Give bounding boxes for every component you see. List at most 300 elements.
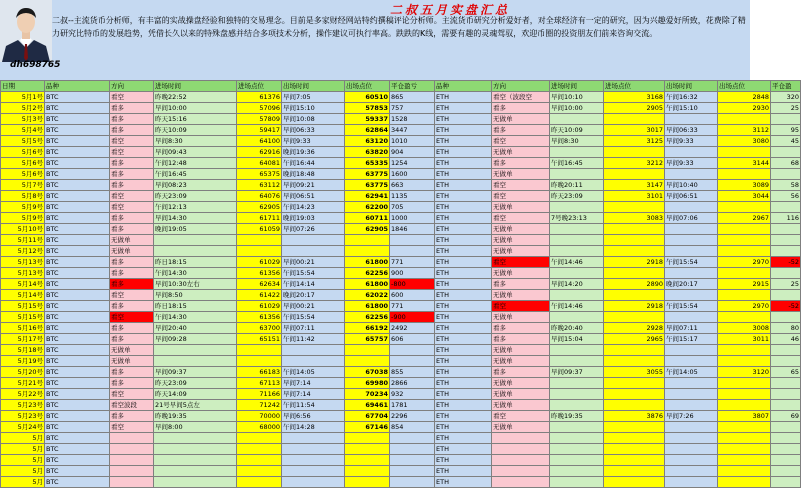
cell-eth-pnl: 80 xyxy=(771,323,801,334)
cell-eth-exit-time xyxy=(665,389,718,400)
cell-btc-exit-price: 65335 xyxy=(345,158,390,169)
cell-btc-exit-price: 67038 xyxy=(345,367,390,378)
cell-btc-symbol: BTC xyxy=(45,114,110,125)
table-row xyxy=(1,345,801,356)
cell-btc-direction: 看多 xyxy=(110,180,154,191)
table-row xyxy=(1,290,801,301)
cell-btc-entry-time: 早间09:28 xyxy=(154,334,237,345)
table-row xyxy=(1,268,801,279)
cell-eth-pnl xyxy=(771,169,801,180)
cell-btc-exit-price xyxy=(345,433,390,444)
cell-eth-exit-price: 2930 xyxy=(718,103,771,114)
cell-eth-direction: 无做单 xyxy=(492,389,550,400)
cell-btc-exit-price: 70234 xyxy=(345,389,390,400)
cell-btc-symbol: BTC xyxy=(45,147,110,158)
cell-eth-exit-time: 午间15:54 xyxy=(665,301,718,312)
cell-btc-pnl xyxy=(390,235,435,246)
cell-btc-entry-price xyxy=(237,444,282,455)
cell-btc-symbol: BTC xyxy=(45,125,110,136)
cell-btc-symbol: BTC xyxy=(45,235,110,246)
cell-btc-direction: 无做单 xyxy=(110,235,154,246)
cell-eth-pnl xyxy=(771,147,801,158)
cell-eth-pnl: -52 xyxy=(771,257,801,268)
cell-eth-pnl xyxy=(771,378,801,389)
cell-btc-exit-time: 午间14:23 xyxy=(282,202,345,213)
cell-eth-exit-price: 3089 xyxy=(718,180,771,191)
table-row xyxy=(1,400,801,411)
cell-btc-pnl: 606 xyxy=(390,334,435,345)
cell-eth-entry-time xyxy=(550,455,604,466)
cell-eth-symbol: ETH xyxy=(435,114,492,125)
cell-eth-exit-price xyxy=(718,433,771,444)
cell-btc-symbol: BTC xyxy=(45,136,110,147)
cell-eth-entry-price: 3101 xyxy=(604,191,665,202)
cell-eth-entry-price xyxy=(604,147,665,158)
cell-eth-exit-price xyxy=(718,444,771,455)
table-row xyxy=(1,323,801,334)
cell-eth-symbol: ETH xyxy=(435,246,492,257)
account-handle: dh698765 xyxy=(10,60,61,70)
cell-eth-entry-time: 午间14:46 xyxy=(550,257,604,268)
cell-eth-entry-price xyxy=(604,389,665,400)
table-row xyxy=(1,422,801,433)
cell-eth-symbol: ETH xyxy=(435,158,492,169)
cell-eth-exit-price xyxy=(718,389,771,400)
cell-eth-entry-price xyxy=(604,444,665,455)
cell-eth-symbol: ETH xyxy=(435,301,492,312)
cell-btc-entry-price xyxy=(237,455,282,466)
cell-btc-exit-price: 62864 xyxy=(345,125,390,136)
cell-btc-pnl: 1135 xyxy=(390,191,435,202)
cell-btc-entry-price: 61376 xyxy=(237,92,282,103)
cell-eth-exit-time: 早间7:26 xyxy=(665,411,718,422)
cell-btc-entry-time xyxy=(154,356,237,367)
cell-eth-direction: 无做单 xyxy=(492,378,550,389)
cell-eth-direction: 无做单 xyxy=(492,312,550,323)
cell-eth-entry-price xyxy=(604,455,665,466)
cell-eth-exit-time xyxy=(665,224,718,235)
table-row xyxy=(1,125,801,136)
cell-date: 5月15号 xyxy=(1,312,45,323)
cell-eth-entry-time xyxy=(550,246,604,257)
cell-eth-entry-time xyxy=(550,400,604,411)
cell-eth-symbol: ETH xyxy=(435,312,492,323)
cell-date: 5月 xyxy=(1,433,45,444)
cell-eth-entry-price xyxy=(604,433,665,444)
table-header-row xyxy=(1,81,801,92)
table-row xyxy=(1,114,801,125)
cell-btc-exit-price: 62022 xyxy=(345,290,390,301)
cell-eth-direction: 看多 xyxy=(492,367,550,378)
cell-eth-exit-price xyxy=(718,224,771,235)
cell-btc-direction: 看空 xyxy=(110,92,154,103)
cell-eth-direction: 无做单 xyxy=(492,422,550,433)
cell-eth-exit-price: 3008 xyxy=(718,323,771,334)
table-row xyxy=(1,466,801,477)
cell-btc-entry-price xyxy=(237,345,282,356)
cell-eth-exit-time: 午间16:32 xyxy=(665,92,718,103)
cell-eth-exit-time xyxy=(665,202,718,213)
cell-btc-symbol: BTC xyxy=(45,367,110,378)
cell-eth-symbol: ETH xyxy=(435,268,492,279)
cell-eth-pnl xyxy=(771,422,801,433)
cell-eth-entry-price xyxy=(604,169,665,180)
cell-eth-exit-time: 早间9:33 xyxy=(665,158,718,169)
cell-eth-exit-time xyxy=(665,455,718,466)
header-eth-entry-time: 进场时间 xyxy=(550,81,604,92)
header-eth-exit-price: 出场点位 xyxy=(718,81,771,92)
cell-eth-entry-time: 昨晚20:11 xyxy=(550,180,604,191)
cell-date: 5月14号 xyxy=(1,290,45,301)
cell-eth-exit-price xyxy=(718,147,771,158)
cell-date: 5月14号 xyxy=(1,279,45,290)
cell-eth-entry-price: 3168 xyxy=(604,92,665,103)
cell-eth-exit-price xyxy=(718,378,771,389)
cell-eth-entry-time: 早间10:10 xyxy=(550,92,604,103)
cell-date: 5月6号 xyxy=(1,147,45,158)
cell-eth-entry-time: 早间15:04 xyxy=(550,334,604,345)
cell-eth-pnl: 65 xyxy=(771,367,801,378)
cell-eth-entry-time xyxy=(550,114,604,125)
cell-eth-entry-price xyxy=(604,356,665,367)
cell-btc-symbol: BTC xyxy=(45,290,110,301)
cell-btc-entry-time xyxy=(154,433,237,444)
analyst-intro: 二叔--主流货币分析师，有丰富的实战操盘经验和独特的交易理念。目前是多家财经网站特约撰稿评论分析师。主流货币研究分析爱好者，对全球经济有一定的研究，因为兴趣爱好所致，花费除了精力研究比特币的发展趋势，凭借长久以来的特殊盘感并结合多项技术分析，操作建议可执行率高。跌跌的K线，需要有趣的灵魂驾驭，欢迎币圈的投资朋友们前来咨询交流。 xyxy=(52,16,746,38)
cell-btc-entry-time: 昨天10:09 xyxy=(154,125,237,136)
cell-eth-direction: 无做单 xyxy=(492,345,550,356)
cell-btc-entry-time: 昨日18:15 xyxy=(154,257,237,268)
cell-eth-entry-price: 2905 xyxy=(604,103,665,114)
cell-date: 5月16号 xyxy=(1,323,45,334)
cell-eth-pnl xyxy=(771,433,801,444)
cell-btc-entry-price: 61711 xyxy=(237,213,282,224)
cell-eth-exit-time xyxy=(665,268,718,279)
cell-btc-pnl: -900 xyxy=(390,312,435,323)
cell-btc-pnl: 2296 xyxy=(390,411,435,422)
cell-eth-entry-price: 3083 xyxy=(604,213,665,224)
cell-eth-direction: 看空 xyxy=(492,191,550,202)
table-row xyxy=(1,411,801,422)
cell-btc-pnl: 600 xyxy=(390,290,435,301)
cell-btc-exit-price xyxy=(345,246,390,257)
cell-eth-pnl: 25 xyxy=(771,279,801,290)
cell-btc-exit-time: 午间14:28 xyxy=(282,422,345,433)
cell-btc-entry-time: 早间20:40 xyxy=(154,323,237,334)
cell-eth-exit-price xyxy=(718,466,771,477)
cell-eth-direction: 看多 xyxy=(492,103,550,114)
cell-btc-exit-time: 早间7:14 xyxy=(282,378,345,389)
cell-eth-entry-time: 早间14:20 xyxy=(550,279,604,290)
avatar xyxy=(0,0,52,62)
cell-eth-entry-price: 2965 xyxy=(604,334,665,345)
cell-eth-symbol: ETH xyxy=(435,400,492,411)
header-eth-direction: 方向 xyxy=(492,81,550,92)
cell-btc-exit-time: 午间16:44 xyxy=(282,158,345,169)
cell-btc-direction: 无做单 xyxy=(110,356,154,367)
cell-btc-exit-price: 63820 xyxy=(345,147,390,158)
header-btc-entry-price: 进场点位 xyxy=(237,81,282,92)
cell-btc-entry-price: 61422 xyxy=(237,290,282,301)
cell-btc-direction: 无做单 xyxy=(110,246,154,257)
cell-btc-entry-price: 70000 xyxy=(237,411,282,422)
cell-btc-entry-price: 61029 xyxy=(237,301,282,312)
cell-eth-symbol: ETH xyxy=(435,213,492,224)
cell-btc-symbol: BTC xyxy=(45,279,110,290)
cell-eth-exit-time xyxy=(665,444,718,455)
cell-eth-symbol: ETH xyxy=(435,235,492,246)
cell-btc-entry-price: 71166 xyxy=(237,389,282,400)
cell-btc-exit-price: 63775 xyxy=(345,169,390,180)
cell-eth-pnl xyxy=(771,444,801,455)
cell-btc-exit-price: 60510 xyxy=(345,92,390,103)
cell-btc-exit-price: 57853 xyxy=(345,103,390,114)
table-row xyxy=(1,367,801,378)
cell-eth-symbol: ETH xyxy=(435,257,492,268)
cell-btc-entry-price: 65375 xyxy=(237,169,282,180)
cell-btc-exit-price: 62905 xyxy=(345,224,390,235)
cell-date: 5月24号 xyxy=(1,422,45,433)
cell-btc-entry-price: 61059 xyxy=(237,224,282,235)
cell-eth-pnl xyxy=(771,455,801,466)
cell-btc-symbol: BTC xyxy=(45,224,110,235)
cell-btc-direction: 看多 xyxy=(110,103,154,114)
cell-eth-exit-price: 2970 xyxy=(718,257,771,268)
header-date: 日期 xyxy=(1,81,45,92)
cell-btc-entry-time: 早间8:00 xyxy=(154,422,237,433)
cell-eth-symbol: ETH xyxy=(435,356,492,367)
table-row xyxy=(1,433,801,444)
cell-btc-exit-price: 66192 xyxy=(345,323,390,334)
cell-eth-entry-time xyxy=(550,477,604,488)
cell-date: 5月13号 xyxy=(1,257,45,268)
cell-btc-entry-price xyxy=(237,356,282,367)
cell-eth-entry-time xyxy=(550,235,604,246)
cell-btc-exit-price: 59337 xyxy=(345,114,390,125)
cell-eth-entry-time: 早间09:37 xyxy=(550,367,604,378)
table-row xyxy=(1,455,801,466)
cell-btc-pnl: 2866 xyxy=(390,378,435,389)
cell-btc-pnl: 1846 xyxy=(390,224,435,235)
cell-btc-exit-time: 早间9:33 xyxy=(282,136,345,147)
cell-btc-entry-price: 62634 xyxy=(237,279,282,290)
cell-btc-symbol: BTC xyxy=(45,323,110,334)
cell-eth-symbol: ETH xyxy=(435,290,492,301)
cell-btc-direction: 看空 xyxy=(110,191,154,202)
cell-eth-entry-price xyxy=(604,345,665,356)
cell-btc-symbol: BTC xyxy=(45,400,110,411)
table-row xyxy=(1,213,801,224)
cell-eth-entry-time: 7号晚23:13 xyxy=(550,213,604,224)
cell-btc-symbol: BTC xyxy=(45,433,110,444)
cell-btc-exit-price xyxy=(345,444,390,455)
cell-btc-pnl: 771 xyxy=(390,301,435,312)
cell-eth-symbol: ETH xyxy=(435,422,492,433)
cell-btc-entry-price: 63700 xyxy=(237,323,282,334)
cell-eth-exit-time: 午间15:10 xyxy=(665,103,718,114)
cell-btc-entry-price: 64076 xyxy=(237,191,282,202)
cell-btc-symbol: BTC xyxy=(45,312,110,323)
cell-btc-exit-price: 62256 xyxy=(345,312,390,323)
cell-btc-direction xyxy=(110,477,154,488)
cell-eth-symbol: ETH xyxy=(435,334,492,345)
cell-eth-pnl xyxy=(771,114,801,125)
cell-date: 5月18号 xyxy=(1,345,45,356)
cell-eth-entry-price: 3147 xyxy=(604,180,665,191)
header-banner xyxy=(0,0,750,80)
cell-btc-exit-price xyxy=(345,235,390,246)
cell-btc-symbol: BTC xyxy=(45,466,110,477)
cell-btc-exit-price xyxy=(345,477,390,488)
cell-eth-exit-price: 2967 xyxy=(718,213,771,224)
cell-btc-exit-time xyxy=(282,345,345,356)
cell-eth-exit-time: 午间15:17 xyxy=(665,334,718,345)
cell-eth-entry-price: 3125 xyxy=(604,136,665,147)
cell-eth-entry-time: 午间16:45 xyxy=(550,158,604,169)
cell-btc-direction xyxy=(110,455,154,466)
cell-btc-pnl: 855 xyxy=(390,367,435,378)
cell-eth-entry-price xyxy=(604,378,665,389)
header-eth-exit-time: 出场时间 xyxy=(665,81,718,92)
cell-eth-exit-price xyxy=(718,290,771,301)
cell-btc-symbol: BTC xyxy=(45,345,110,356)
cell-eth-exit-time: 早间07:06 xyxy=(665,213,718,224)
cell-date: 5月5号 xyxy=(1,136,45,147)
cell-btc-direction: 看空 xyxy=(110,136,154,147)
cell-btc-symbol: BTC xyxy=(45,455,110,466)
cell-btc-exit-time xyxy=(282,246,345,257)
cell-eth-direction: 无做单 xyxy=(492,268,550,279)
cell-eth-exit-time xyxy=(665,433,718,444)
cell-eth-exit-price: 2915 xyxy=(718,279,771,290)
cell-btc-entry-price: 67113 xyxy=(237,378,282,389)
cell-btc-entry-time: 21号早间5点左 xyxy=(154,400,237,411)
cell-eth-pnl: 320 xyxy=(771,92,801,103)
cell-eth-entry-time xyxy=(550,202,604,213)
cell-eth-pnl: 69 xyxy=(771,411,801,422)
cell-btc-pnl xyxy=(390,433,435,444)
cell-eth-pnl: 45 xyxy=(771,136,801,147)
cell-btc-direction: 看多 xyxy=(110,323,154,334)
cell-btc-entry-price: 64081 xyxy=(237,158,282,169)
cell-eth-symbol: ETH xyxy=(435,202,492,213)
cell-eth-symbol: ETH xyxy=(435,169,492,180)
cell-btc-exit-price xyxy=(345,466,390,477)
cell-eth-exit-price: 2970 xyxy=(718,301,771,312)
cell-btc-direction: 看多 xyxy=(110,114,154,125)
cell-eth-exit-time xyxy=(665,345,718,356)
cell-btc-symbol: BTC xyxy=(45,103,110,114)
cell-eth-entry-time: 昨天23:09 xyxy=(550,191,604,202)
cell-eth-direction: 无做单 xyxy=(492,235,550,246)
cell-btc-exit-time: 午间15:54 xyxy=(282,312,345,323)
cell-eth-pnl xyxy=(771,224,801,235)
cell-eth-exit-price xyxy=(718,268,771,279)
cell-btc-direction: 看空 xyxy=(110,312,154,323)
cell-date: 5月9号 xyxy=(1,202,45,213)
cell-eth-symbol: ETH xyxy=(435,389,492,400)
cell-btc-entry-time: 昨日18:15 xyxy=(154,301,237,312)
cell-btc-entry-time: 午间14:30 xyxy=(154,312,237,323)
cell-eth-exit-time xyxy=(665,290,718,301)
cell-eth-direction: 无做单 xyxy=(492,202,550,213)
table-row xyxy=(1,169,801,180)
cell-btc-exit-time xyxy=(282,235,345,246)
cell-btc-symbol: BTC xyxy=(45,191,110,202)
cell-btc-symbol: BTC xyxy=(45,257,110,268)
cell-eth-symbol: ETH xyxy=(435,224,492,235)
cell-eth-entry-time: 午间14:46 xyxy=(550,301,604,312)
cell-eth-entry-price xyxy=(604,312,665,323)
cell-btc-symbol: BTC xyxy=(45,356,110,367)
header-btc-exit-time: 出场时间 xyxy=(282,81,345,92)
cell-btc-exit-time: 早间00:21 xyxy=(282,301,345,312)
cell-eth-entry-price xyxy=(604,224,665,235)
cell-eth-entry-time xyxy=(550,290,604,301)
cell-btc-direction: 看多 xyxy=(110,367,154,378)
cell-btc-entry-time xyxy=(154,466,237,477)
cell-btc-exit-price xyxy=(345,455,390,466)
cell-btc-exit-time: 早间10:08 xyxy=(282,114,345,125)
cell-eth-pnl: 116 xyxy=(771,213,801,224)
cell-eth-entry-price: 2928 xyxy=(604,323,665,334)
cell-btc-direction: 看多 xyxy=(110,213,154,224)
cell-eth-exit-price xyxy=(718,356,771,367)
cell-btc-entry-time xyxy=(154,235,237,246)
cell-eth-exit-time: 早间06:51 xyxy=(665,191,718,202)
cell-btc-entry-time: 早间10:30左右 xyxy=(154,279,237,290)
cell-eth-exit-price: 3807 xyxy=(718,411,771,422)
table-row xyxy=(1,224,801,235)
cell-eth-entry-price xyxy=(604,422,665,433)
cell-eth-exit-time xyxy=(665,312,718,323)
cell-btc-exit-time: 晚间19:36 xyxy=(282,147,345,158)
cell-btc-direction: 看空 xyxy=(110,202,154,213)
cell-eth-direction xyxy=(492,455,550,466)
cell-eth-pnl xyxy=(771,312,801,323)
cell-eth-pnl xyxy=(771,268,801,279)
cell-eth-exit-price: 3112 xyxy=(718,125,771,136)
cell-btc-exit-price: 67704 xyxy=(345,411,390,422)
cell-date: 5月6号 xyxy=(1,158,45,169)
cell-btc-pnl: 1254 xyxy=(390,158,435,169)
cell-btc-exit-time: 午间14:05 xyxy=(282,367,345,378)
cell-date: 5月1号 xyxy=(1,92,45,103)
cell-btc-direction: 看多 xyxy=(110,257,154,268)
cell-eth-exit-time xyxy=(665,477,718,488)
cell-btc-direction: 看多 xyxy=(110,224,154,235)
cell-eth-direction: 看多 xyxy=(492,279,550,290)
cell-btc-symbol: BTC xyxy=(45,202,110,213)
cell-eth-direction: 看多 xyxy=(492,334,550,345)
cell-eth-symbol: ETH xyxy=(435,455,492,466)
cell-btc-exit-time xyxy=(282,433,345,444)
cell-btc-symbol: BTC xyxy=(45,334,110,345)
cell-eth-entry-price xyxy=(604,114,665,125)
cell-btc-pnl xyxy=(390,466,435,477)
cell-eth-entry-time xyxy=(550,422,604,433)
cell-btc-direction xyxy=(110,444,154,455)
cell-btc-exit-price: 69461 xyxy=(345,400,390,411)
cell-btc-entry-price xyxy=(237,433,282,444)
cell-btc-entry-price: 59417 xyxy=(237,125,282,136)
cell-eth-direction: 看空（波段空 xyxy=(492,92,550,103)
cell-btc-entry-time xyxy=(154,246,237,257)
cell-date: 5月22号 xyxy=(1,389,45,400)
cell-eth-pnl xyxy=(771,345,801,356)
cell-btc-symbol: BTC xyxy=(45,92,110,103)
cell-date: 5月17号 xyxy=(1,334,45,345)
cell-btc-pnl: 1600 xyxy=(390,169,435,180)
